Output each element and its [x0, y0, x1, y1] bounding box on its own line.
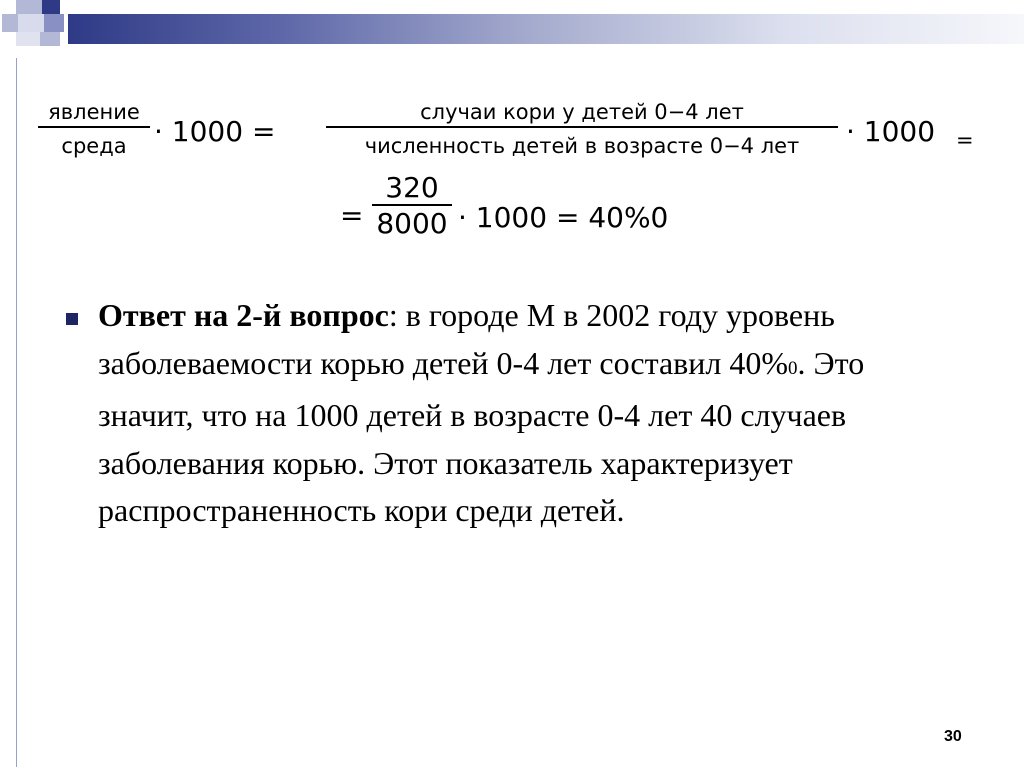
- fraction-numerator: явление: [48, 100, 140, 124]
- formula-trailing-equals: =: [956, 128, 974, 152]
- formula-multiplier: · 1000: [846, 115, 936, 148]
- fraction-numerator: 320: [385, 171, 439, 204]
- fraction-bar: [326, 126, 838, 128]
- header-decor-square: [16, 32, 40, 46]
- fraction-phenomenon-environment: [38, 100, 150, 158]
- header-decor-square: [42, 0, 60, 14]
- header-gradient-bar: [68, 14, 1024, 44]
- fraction-numerator: случаи кори у детей 0−4 лет: [420, 100, 744, 124]
- header-decor-square: [44, 14, 64, 32]
- answer-text-part2: . Это значит, что на 1000 детей в возрасте 0-4 лет 40 случаев заболевания корью. Этот показатель характеризует распространенность кори среди детей.: [98, 344, 865, 528]
- formula-multiplier: · 1000 =: [154, 115, 276, 148]
- fraction-denominator: среда: [61, 134, 127, 159]
- formula-leading-equals: =: [340, 199, 364, 232]
- header-decor-square: [18, 14, 44, 32]
- answer-text-part1: в городе М в 2002 году уровень заболеваемости корью детей 0-4 лет составил 40%: [98, 297, 835, 381]
- header-decor-square: [2, 14, 18, 32]
- fraction-bar: [38, 126, 150, 128]
- fraction-320-8000: [372, 172, 452, 240]
- answer-text: [98, 292, 960, 535]
- answer-colon: :: [388, 297, 398, 333]
- left-decor-line: [16, 58, 17, 767]
- header-decor-square: [16, 0, 42, 14]
- permille-suffix: 0: [788, 357, 798, 379]
- answer-label: Ответ на 2-й вопрос: [98, 297, 389, 333]
- header-decor-square: [40, 32, 60, 46]
- page-number: 30: [944, 728, 962, 745]
- fraction-bar: [372, 204, 452, 206]
- fraction-cases-population: [326, 100, 838, 158]
- fraction-denominator: численность детей в возрасте 0−4 лет: [364, 134, 800, 159]
- formula-result: · 1000 = 40%0: [458, 201, 669, 234]
- fraction-denominator: 8000: [376, 207, 448, 241]
- answer-paragraph: [60, 292, 960, 535]
